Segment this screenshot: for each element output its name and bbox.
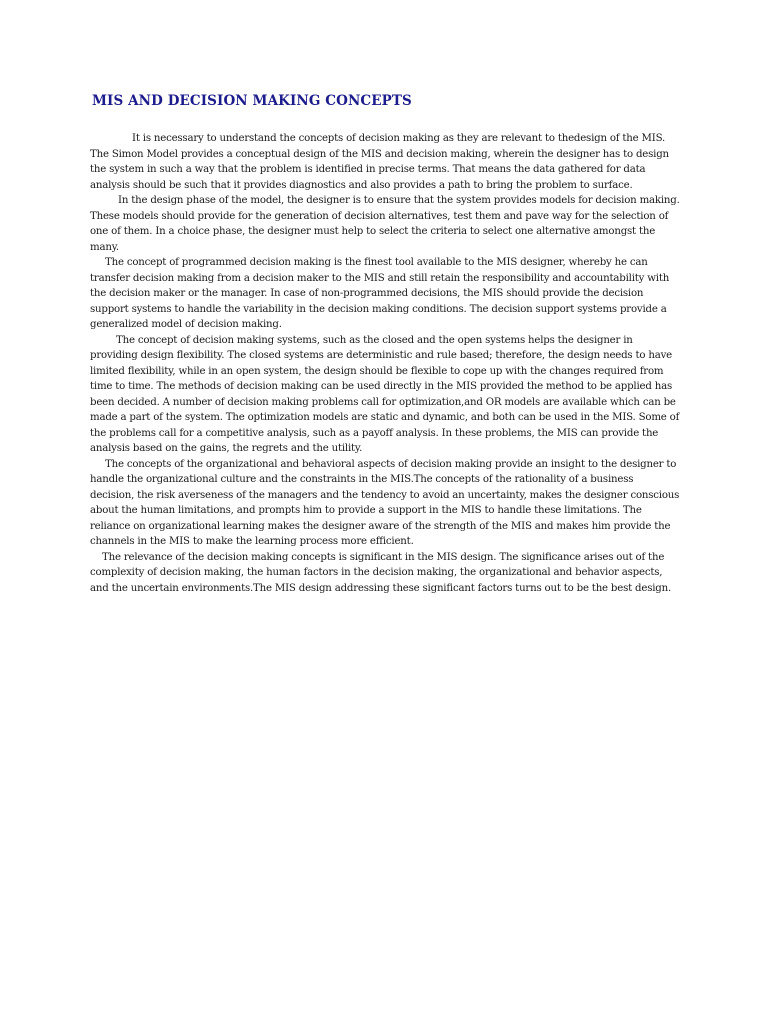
paragraph-relevance: The relevance of the decision making concepts is significant in the MIS design. The significance arises out of the complexity of decision making, the human factors in the decision making, the organizational and behavior aspects, and the uncertain environments.The MIS design addressing these significant factors turns out to be the best design. <box>90 551 671 594</box>
paragraph-decision-systems: The concept of decision making systems, such as the closed and the open systems helps the designer in providing design flexibility. The closed systems are deterministic and rule based; therefore, the design needs to have limited flexibility, while in an open system, the design should be flexible to cope up with the changes required from time to time. The methods of decision making can be used directly in the MIS provided the method to be applied has been decided. A number of decision making problems call for optimization,and OR models are available which can be made a part of the system. The optimization models are static and dynamic, and both can be used in the MIS. Some of the problems call for a competitive analysis, such as a payoff analysis. In these problems, the MIS can provide the analysis based on the gains, the regrets and the utility. <box>90 334 680 454</box>
document-body <box>90 131 680 596</box>
paragraph-simon-model: It is necessary to understand the concepts of decision making as they are relevant to thedesign of the MIS. The Simon Model provides a conceptual design of the MIS and decision making, wherein the designer has to design the system in such a way that the problem is identified in precise terms. That means the data gathered for data analysis should be such that it provides diagnostics and also provides a path to bring the problem to surface. <box>90 133 669 191</box>
paragraph-programmed-decisions: The concept of programmed decision making is the finest tool available to the MIS designer, whereby he can transfer decision making from a decision maker to the MIS and still retain the responsibility and accountability with the decision maker or the manager. In case of non-programmed decisions, the MIS should provide the decision support systems to handle the variability in the decision making conditions. The decision support systems provide a generalized model of decision making. <box>90 257 670 330</box>
paragraph-design-phase: In the design phase of the model, the designer is to ensure that the system provides models for decision making. These models should provide for the generation of decision alternatives, test them and pave way for the selection of one of them. In a choice phase, the designer must help to select the criteria to select one alternative amongst the many. <box>90 195 680 253</box>
page-title: MIS AND DECISION MAKING CONCEPTS <box>92 93 412 109</box>
paragraph-behavioral-aspects: The concepts of the organizational and behavioral aspects of decision making provide an insight to the designer to handle the organizational culture and the constraints in the MIS.The concepts of the rationality of a business decision, the risk averseness of the managers and the tendency to avoid an uncertainty, makes the designer conscious about the human limitations, and prompts him to provide a support in the MIS to handle these limitations. The reliance on organizational learning makes the designer aware of the strength of the MIS and makes him provide the channels in the MIS to make the learning process more efficient. <box>90 458 680 547</box>
